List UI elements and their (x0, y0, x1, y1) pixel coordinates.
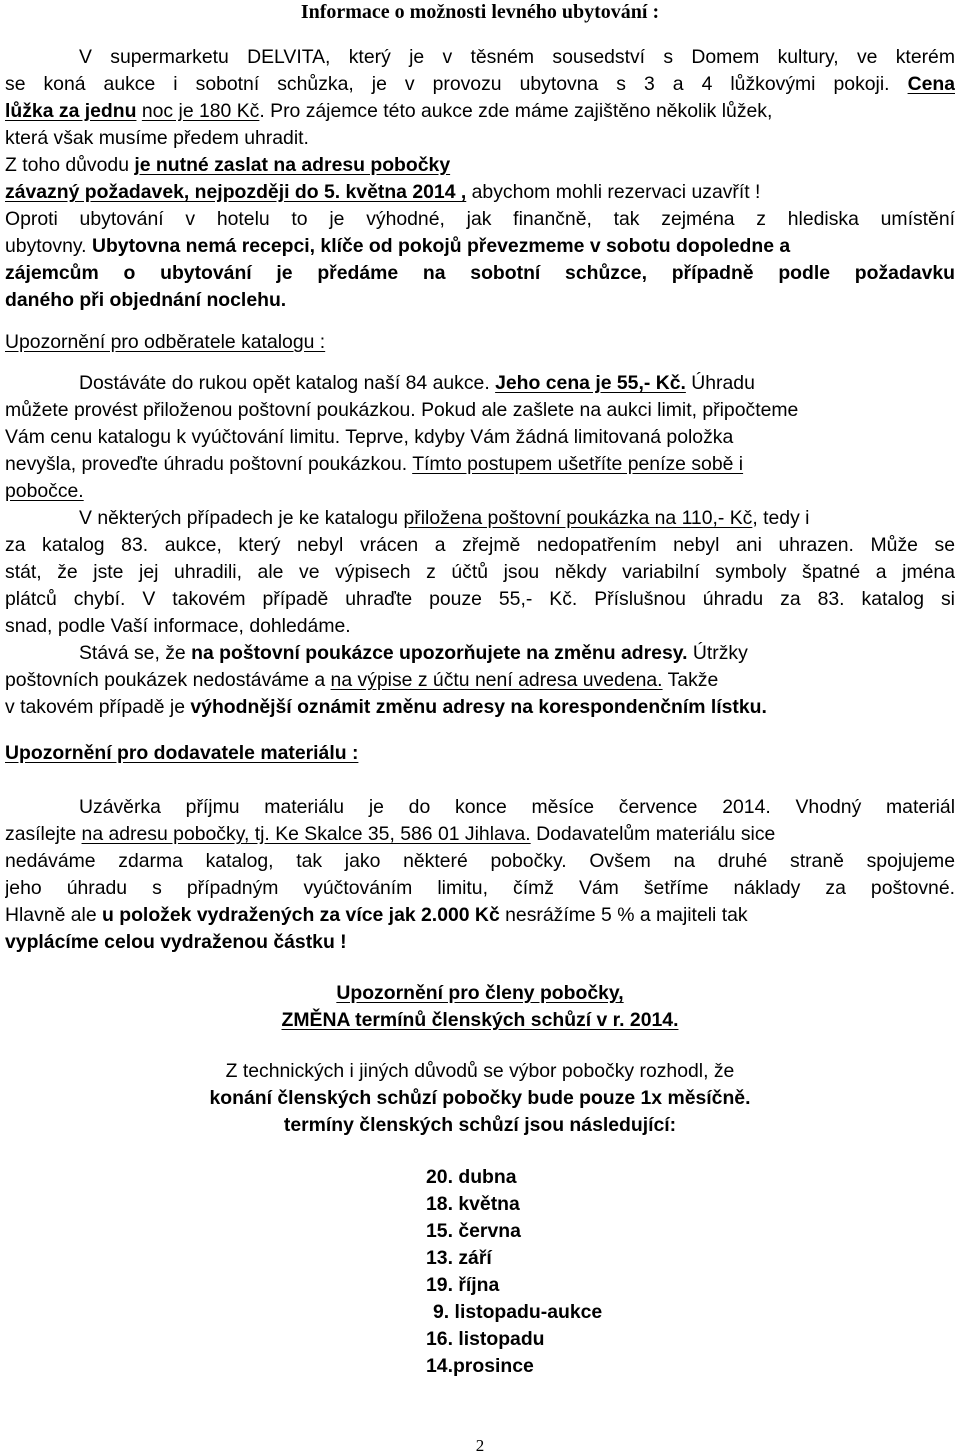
meeting-date: 15. června (426, 1220, 521, 1242)
supplier-line-1: Uzávěrka příjmu materiálu je do konce měsíce července 2014. Vhodný materiál (79, 796, 955, 818)
catalog-line-5: pobočce. (5, 480, 84, 502)
members-line-2: konání členských schůzí pobočky bude pouze 1x měsíčně. (209, 1087, 751, 1109)
supplier-heading: Upozornění pro dodavatele materiálu : (5, 742, 359, 764)
meeting-date: 9. listopadu-aukce (433, 1301, 603, 1323)
bed-price-value: noc je 180 Kč (141, 100, 260, 122)
lodging-line-5 (5, 179, 955, 205)
savings-note: Tímto postupem ušetříte peníze sobě i (412, 453, 744, 475)
page-title: Informace o možnosti levného ubytování : (300, 1, 660, 23)
postal-order-note: přiložena poštovní poukázka na 110,- Kč (403, 507, 753, 529)
lodging-text: Z toho důvodu (5, 154, 129, 176)
catalog-text: v takovém případě je (5, 696, 185, 718)
supplier-line-4: jeho úhradu s případným vyúčtováním limitu, čímž Vám šetříme náklady za poštovné. (5, 877, 955, 899)
catalog-text: Takže (667, 669, 719, 691)
supplier-line-3: nedáváme zdarma katalog, tak jako některé pobočky. Ovšem na druhé straně spojujeme (5, 850, 955, 872)
catalog-line-8: stát, že jste jej uhradili, ale ve výpisech z účtů jsou někdy variabilní symboly špatné a jména (5, 561, 955, 583)
meeting-date: 19. října (426, 1274, 500, 1296)
reception-note: Ubytovna nemá recepci, klíče od pokojů převezmeme v sobotu dopoledne a (91, 235, 791, 257)
catalog-text: Dostáváte do rukou opět katalog naší 84 aukce. (79, 372, 490, 394)
catalog-line-10: snad, podle Vaší informace, dohledáme. (5, 615, 351, 637)
catalog-heading: Upozornění pro odběratele katalogu : (5, 331, 326, 353)
catalog-text: Stává se, že (79, 642, 186, 664)
lodging-text: ubytovny. (5, 235, 87, 257)
catalog-line-7: za katalog 83. aukce, který nebyl vrácen a zřejmě nedopatřením nebyl ani uhrazen. Může se (5, 534, 955, 556)
members-line-1: Z technických i jiných důvodů se výbor pobočky rozhodl, že (225, 1060, 735, 1082)
meeting-date: 16. listopadu (426, 1328, 545, 1350)
catalog-text: Vám cenu katalogu k vyúčtování limitu. (5, 426, 341, 448)
page-number: 2 (475, 1436, 485, 1455)
branch-address: na adresu pobočky, tj. Ke Skalce 35, 586 01 Jihlava. (81, 823, 531, 845)
lodging-line-7 (5, 233, 955, 259)
supplier-line-6: vyplácíme celou vydraženou částku ! (5, 931, 347, 953)
meeting-date: 14.prosince (426, 1355, 534, 1377)
address-change-note: na poštovní poukázce upozorňujete na změnu adresy. (191, 642, 688, 664)
catalog-line-11 (5, 640, 955, 666)
catalog-line-12 (5, 667, 955, 693)
members-heading: Upozornění pro členy pobočky, (336, 982, 624, 1004)
lodging-line-1: V supermarketu DELVITA, který je v těsném sousedství s Domem kultury, ve kterém (79, 46, 955, 68)
catalog-line-13 (5, 694, 955, 720)
meeting-date: 13. září (426, 1247, 492, 1269)
postcard-note: výhodnější oznámit změnu adresy na korespondenčním lístku. (190, 696, 767, 718)
catalog-text: nevyšla, proveďte úhradu poštovní poukázkou. (5, 453, 408, 475)
catalog-price: Jeho cena je 55,- Kč. (495, 372, 686, 394)
supplier-text: zasílejte (5, 823, 77, 845)
catalog-line-6 (5, 505, 955, 531)
lodging-line-6: Oproti ubytování v hotelu to je výhodné, jak finančně, tak zejména z hlediska umístění (5, 208, 955, 230)
lodging-line-4 (5, 125, 955, 151)
catalog-text: Útržky (692, 642, 748, 664)
lodging-line-2 (5, 71, 955, 97)
catalog-text: , tedy i (752, 507, 810, 529)
catalog-line-4 (5, 451, 955, 477)
catalog-text: V některých případech je ke katalogu (79, 507, 399, 529)
statement-note: na výpise z účtu není adresa uvedena. (330, 669, 663, 691)
lodging-line-3 (5, 98, 955, 124)
lodging-text: se koná aukce i sobotní schůzka, je v provozu ubytovna s 3 a 4 lůžkovými pokoji. (5, 73, 890, 95)
catalog-text: Teprve, kdyby Vám žádná limitovaná položka (345, 426, 734, 448)
commission-note: u položek vydražených za více jak 2.000 Kč (102, 904, 500, 926)
catalog-line-2 (5, 397, 955, 423)
supplier-text: nesrážíme 5 % a majiteli tak (505, 904, 748, 926)
catalog-line-9: plátců chybí. V takovém případě uhraďte pouze 55,- Kč. Příslušnou úhradu za 83. katalog si (5, 588, 955, 610)
deadline-highlight-2: závazný požadavek, nejpozději do 5. května 2014 , (5, 181, 467, 203)
bed-price-highlight: Cena (907, 73, 955, 95)
supplier-text: Hlavně ale (5, 904, 97, 926)
deadline-highlight: je nutné zaslat na adresu pobočky (134, 154, 451, 176)
catalog-line-3 (5, 424, 955, 450)
lodging-text: abychom mohli rezervaci uzavřít ! (466, 181, 761, 203)
bed-price-highlight-2: lůžka za jednu (5, 100, 137, 122)
catalog-text: Úhradu (691, 372, 755, 394)
meeting-date: 20. dubna (426, 1166, 517, 1188)
members-line-3: termíny členských schůzí jsou následující: (283, 1114, 677, 1136)
catalog-line-1 (5, 370, 955, 396)
lodging-line-8: zájemcům o ubytování je předáme na sobotní schůzce, případně podle požadavku (5, 262, 955, 284)
supplier-text: Dodavatelům materiálu sice (536, 823, 776, 845)
lodging-line-9: daného při objednání noclehu. (5, 289, 287, 311)
members-subheading: ZMĚNA termínů členských schůzí v r. 2014. (281, 1009, 679, 1031)
catalog-text: Pokud ale zašlete na aukci limit, připočteme (421, 399, 799, 421)
meeting-date: 18. května (426, 1193, 520, 1215)
catalog-text: poštovních poukázek nedostáváme a (5, 669, 326, 691)
supplier-line-2 (5, 821, 955, 847)
lodging-line-4b (5, 152, 955, 178)
catalog-text: můžete provést přiloženou poštovní poukázkou. (5, 399, 416, 421)
supplier-line-5 (5, 902, 955, 928)
lodging-text: která však musíme předem uhradit. (5, 127, 309, 149)
lodging-text: . Pro zájemce této aukce zde máme zajištěno několik lůžek, (259, 100, 773, 122)
